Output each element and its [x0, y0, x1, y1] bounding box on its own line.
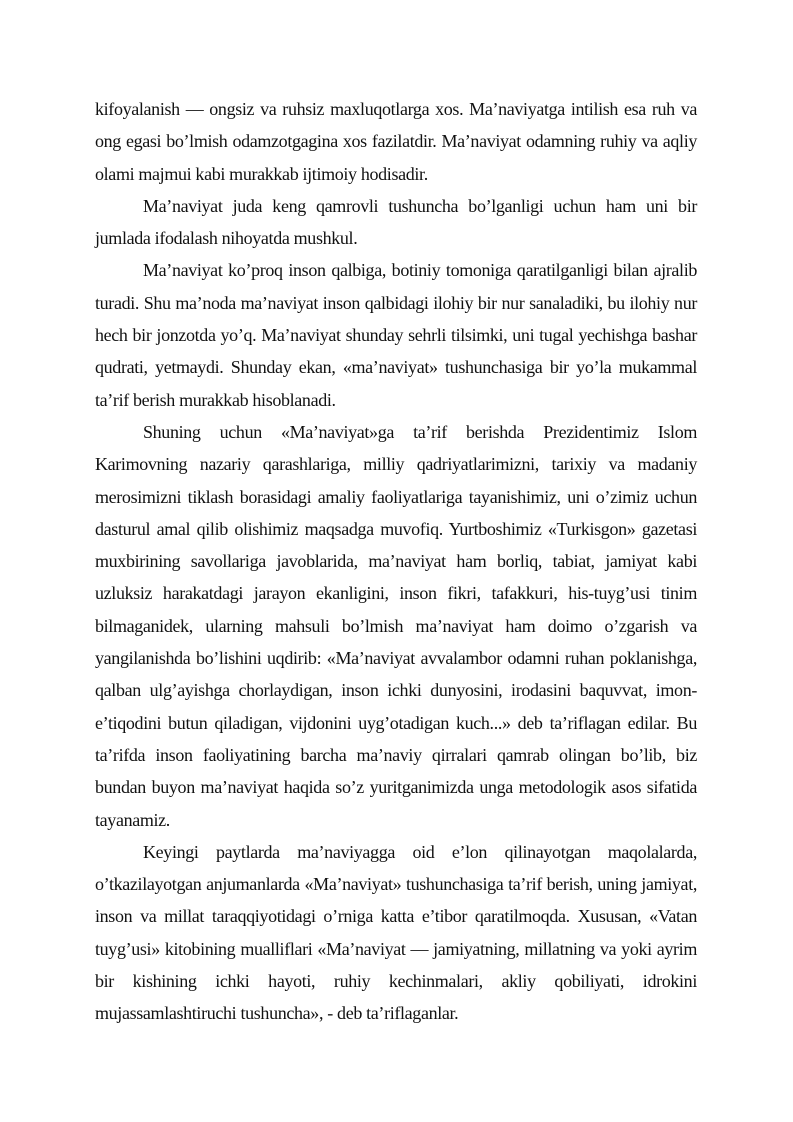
paragraph: Ma’naviyat ko’proq inson qalbiga, botiniy tomoniga qaratilganligi bilan ajralib turadi. Shu ma’noda ma’naviyat inson qalbidagi ilohiy bir nur sanaladiki, bu ilohiy nur hech bir jonzotda yo’q. Ma’naviyat shunday sehrli tilsimki, uni tugal yechishga bashar qudrati, yetmaydi. Shunday ekan, «ma’naviyat» tushunchasiga bir yo’la mukammal ta’rif berish murakkab hisoblanadi.: [95, 260, 697, 410]
paragraph: Ma’naviyat juda keng qamrovli tushuncha bo’lganligi uchun ham uni bir jumlada ifodalash nihoyatda mushkul.: [95, 195, 697, 249]
paragraph-continuation: kifoyalanish — ongsiz va ruhsiz maxluqotlarga xos. Ma’naviyatga intilish esa ruh va ong egasi bo’lmish odamzotgagina xos fazilatdir. Ma’naviyat odamning ruhiy va aqliy olami majmui kabi murakkab ijtimoiy hodisadir.: [95, 99, 697, 184]
document-page: [95, 93, 697, 1030]
paragraph: Shuning uchun «Ma’naviyat»ga ta’rif berishda Prezidentimiz Islom Karimovning nazariy qarashlariga, milliy qadriyatlarimizni, tarixiy va madaniy merosimizni tiklash borasidagi amaliy faoliyatlariga tayanishimiz, uni o’zimiz uchun dasturul amal qilib olishimiz maqsadga muvofiq. Yurtboshimiz «Turkisgon» gazetasi muxbirining savollariga javoblarida, ma’naviyat ham borliq, tabiat, jamiyat kabi uzluksiz harakatdagi jarayon ekanligini, inson fikri, tafakkuri, his-tuyg’usi tinim bilmaganidek, ularning mahsuli bo’lmish ma’naviyat ham doimo o’zgarish va yangilanishda bo’lishini uqdirib: «Ma’naviyat avvalambor odamni ruhan poklanishga, qalban ulg’ayishga chorlaydigan, inson ichki dunyosini, irodasini baquvvat, imon-e’tiqodini butun qiladigan, vijdonini uyg’otadigan kuch...» deb ta’riflagan edilar. Bu ta’rifda inson faoliyatining barcha ma’naviy qirralari qamrab olingan bo’lib, biz bundan buyon ma’naviyat haqida so’z yuritganimizda unga metodologik asos sifatida tayanamiz.: [95, 421, 697, 830]
paragraph: Keyingi paytlarda ma’naviyagga oid e’lon qilinayotgan maqolalarda, o’tkazilayotgan anjumanlarda «Ma’naviyat» tushunchasiga ta’rif berish, uning jamiyat, inson va millat taraqqiyotidagi o’rniga katta e’tibor qaratilmoqda. Xususan, «Vatan tuyg’usi» kitobining mualliflari «Ma’naviyat — jamiyatning, millatning va yoki ayrim bir kishining ichki hayoti, ruhiy kechinmalari, akliy qobiliyati, idrokini mujassamlashtiruchi tushuncha», - deb ta’riflaganlar.: [95, 841, 697, 1024]
